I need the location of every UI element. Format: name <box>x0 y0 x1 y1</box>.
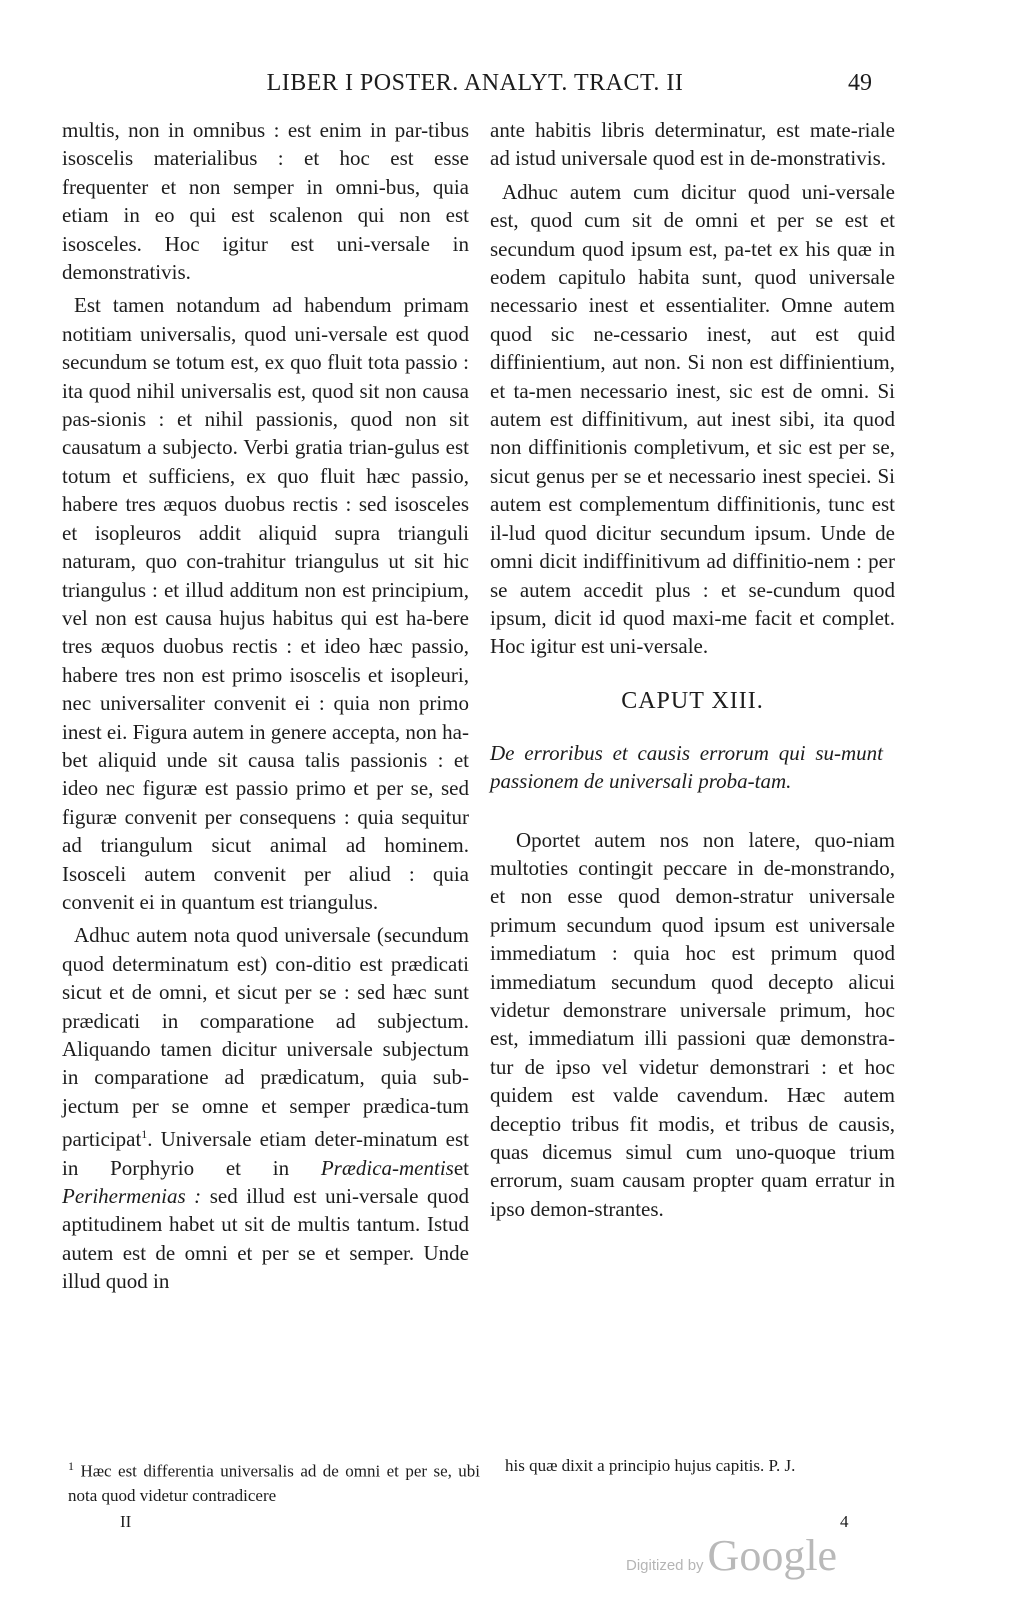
left-column <box>62 116 469 1296</box>
work-title: Perihermenias : <box>62 1184 202 1209</box>
right-paragraph-3: Oportet autem nos non latere, quo-niam multoties contingit peccare in de-monstrando, et non esse quod demon-stratur universale primum secundum quod ipsum est universale immediatum : quia hoc est primum quod immediatum secundum quod decepto alicui videtur demonstrare universale primum, hoc est, immediatum illi passioni quæ demonstra-tur de ipso vel videtur demonstrari : et hoc quidem est valde cavendum. Hæc autem deceptio tribus fit modis, et tribus de causis, quas dicemus simul cum uno-quoque trium errorum, suam causam propter quam erratur in ipso demon-strantes. <box>490 827 895 1221</box>
footnote-right: his quæ dixit a principio hujus capitis. P. J. <box>505 1456 796 1475</box>
chapter-summary: De erroribus et causis errorum qui su-munt passionem de universali proba-tam. <box>490 740 883 794</box>
chapter-heading: CAPUT XIII. <box>621 687 764 714</box>
signature-mark-right: 4 <box>840 1512 849 1531</box>
right-paragraph-2: Adhuc autem cum dicitur quod uni-versale est, quod cum sit de omni et per se est et secundum quod ipsum est, pa-tet ex his quæ in eodem capitulo habita sunt, quod universale necessario inest et essentialiter. Omne autem quod sic ne-cessario inest, aut est quid diffinientium, aut non. Si non est diffinientium, et ta-men necessario inest, sic est de omni. Si autem est diffinitivum, aut inest sibi, ita quod non diffinitionis completivum, et sic est per se, sicut genus per se et necessario inest speciei. Si autem est complementum diffinitionis, tunc est il-lud quod dicitur secundum ipsum. Unde de omni dicit indiffinitivum ad diffinitio-nem : per se autem accedit plus : et se-cundum quod ipsum, dicit id quod maxi-me facit et complet. Hoc igitur est uni-versale. <box>490 179 895 659</box>
watermark-logo: Google <box>707 1531 838 1580</box>
footnote-text: Hæc est differentia universalis ad de omni et per se, ubi nota quod videtur contradicere <box>68 1461 481 1505</box>
work-title: Prædica-mentis <box>320 1155 454 1180</box>
right-paragraph-1: ante habitis libris determinatur, est mate-riale ad istud universale quod est in de-monstrativis. <box>490 118 895 171</box>
footnote-reference: 1 <box>141 1127 148 1142</box>
watermark-prefix: Digitized by <box>626 1557 704 1574</box>
left-paragraph-3 <box>62 921 469 1295</box>
text-run: . Universale etiam deter-minatum est in Porphyrio et in <box>62 1127 469 1180</box>
right-column <box>490 116 895 1223</box>
left-paragraph-1: multis, non in omnibus : est enim in par-tibus isoscelis materialibus : et hoc est esse frequenter et non semper in omni-bus, quia etiam in eo qui est scalenon qui non est isosceles. Hoc igitur est uni-versale in demonstrativis. <box>62 118 469 285</box>
footnote-left <box>68 1454 480 1508</box>
text-run: Adhuc autem nota quod universale (secundum quod determinatum est) con-ditio est prædicati sicut et de omni, et sicut per se : sed hæc sunt prædicati in comparatione ad subjectum. Aliquando tamen dicitur universale subjectum in comparatione ad prædicatum, quia sub-jectum per se omne et semper prædica-tum participat <box>62 923 469 1152</box>
footnote-mark: 1 <box>68 1459 74 1473</box>
page-number: 49 <box>848 70 872 96</box>
signature-mark-left: II <box>120 1512 132 1531</box>
google-watermark <box>626 1530 837 1581</box>
left-paragraph-2: Est tamen notandum ad habendum primam notitiam universalis, quod uni-versale est quod secundum se totum est, ex quo fluit tota passio : ita quod nihil universalis est, quod sit non causa pas-sionis : et nihil passionis, quod non sit causatum a subjecto. Verbi gratia trian-gulus est totum et sufficiens, ex quo fluit hæc passio, habere tres æquos duobus rectis : sed isosceles et isopleuros addit aliquid supra trianguli naturam, quo con-trahitur triangulus ut sit hic triangulus : et illud additum non est principium, vel non est causa hujus habitus qui est ha-bere tres æquos duobus rectis : et ideo hæc passio, habere tres non est primo isoscelis et isopleuri, nec universaliter convenit ei : quia non primo inest ei. Figura autem in genere accepta, non ha-bet aliquid unde sit causa talis passionis : et ideo nec figuræ est passio primo et per se, sed figuræ convenit per consequens : quia sequitur ad triangulum sicut animal ad hominem. Isosceli autem convenit per aliud : quia convenit ei in quantum est triangulus. <box>62 293 469 914</box>
text-run: et <box>453 1155 469 1180</box>
text-run: sed illud est uni-versale quod aptitudinem habet ut sit de multis tantum. Istud autem est de omni et per se et semper. Unde illud quod in <box>62 1184 469 1294</box>
running-head: LIBER I POSTER. ANALYT. TRACT. II <box>266 70 684 96</box>
